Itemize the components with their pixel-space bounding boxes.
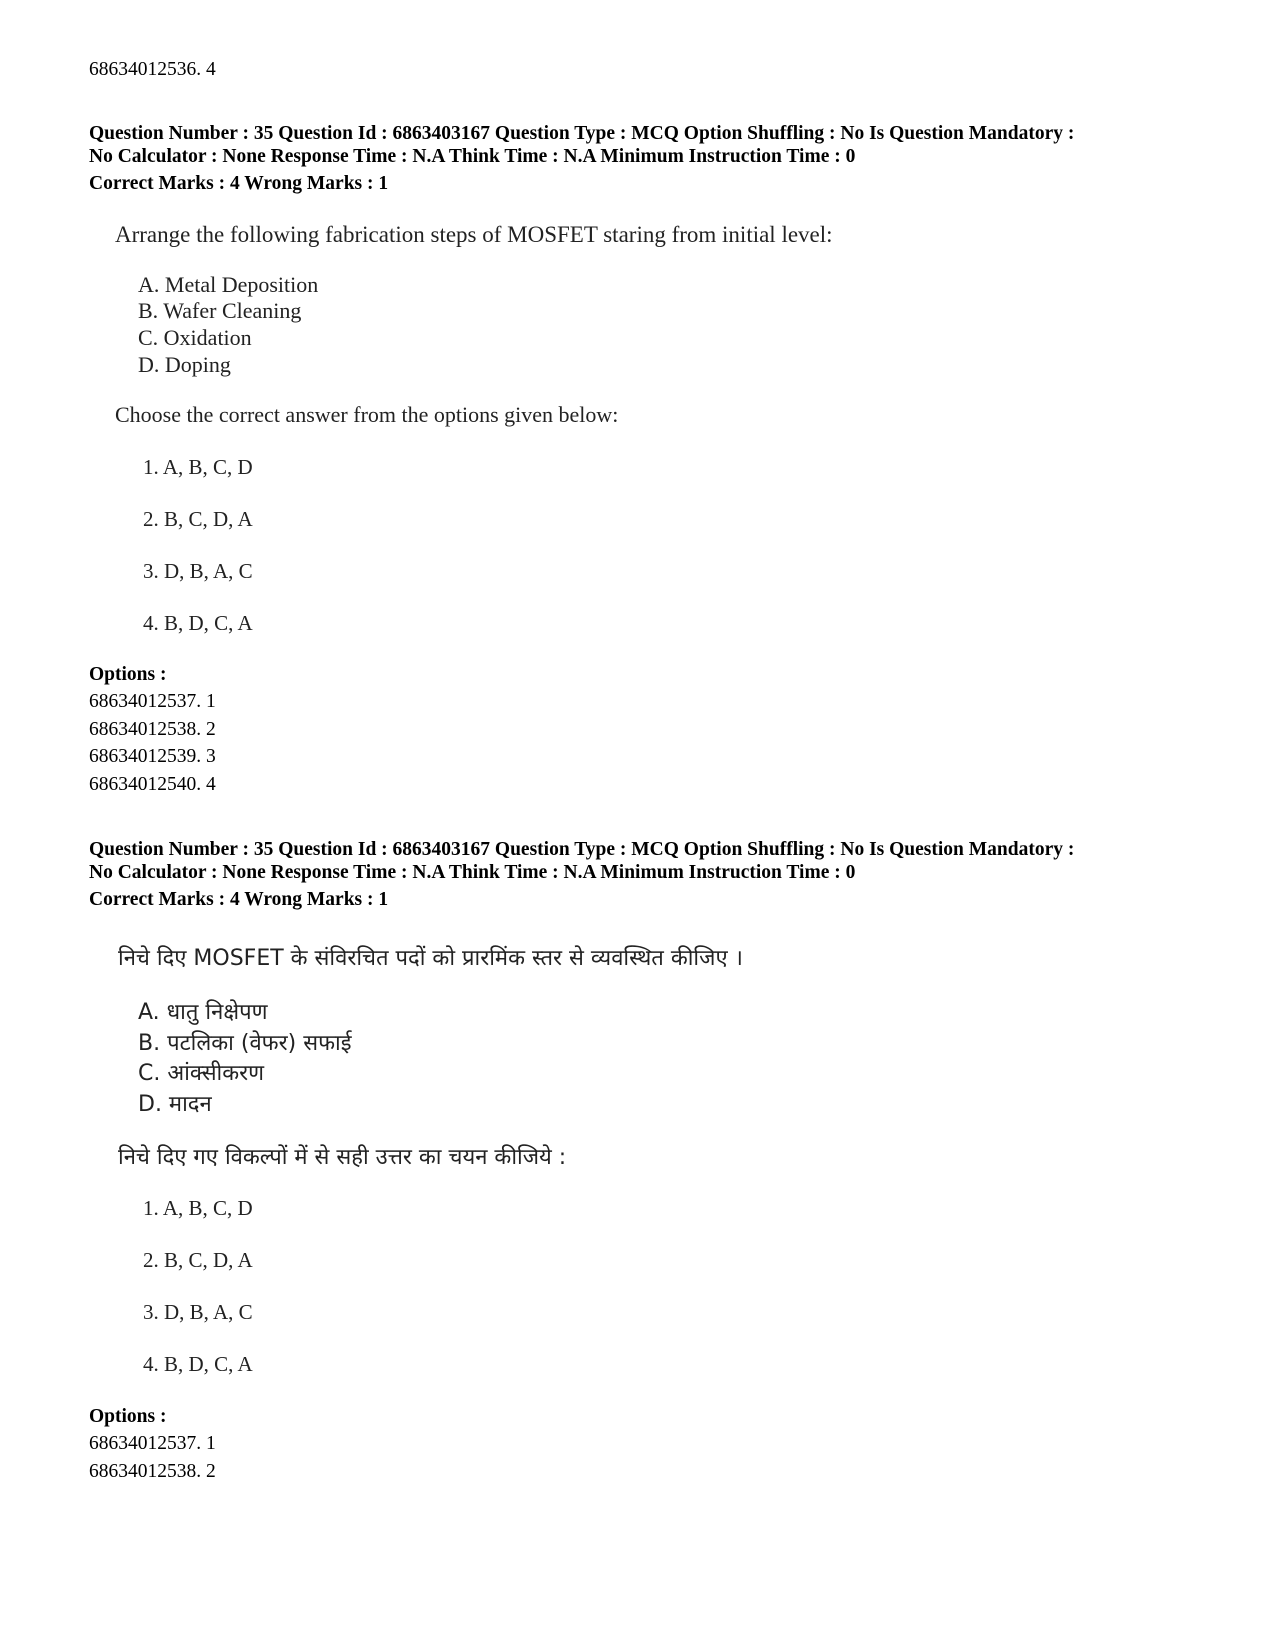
option-line: 68634012537. 1 bbox=[89, 1433, 216, 1454]
question-item: C. Oxidation bbox=[138, 325, 252, 350]
options-label: Options : bbox=[89, 1406, 167, 1427]
option-line: 68634012540. 4 bbox=[89, 774, 216, 795]
answer-choice: 1. A, B, C, D bbox=[143, 455, 253, 479]
question-stem: Arrange the following fabrication steps of MOSFET staring from initial level: bbox=[115, 222, 833, 247]
options-label: Options : bbox=[89, 664, 167, 685]
question-stem: निचे दिए MOSFET के संविरचित पदों को प्रारमिंक स्तर से व्यवस्थित कीजिए । bbox=[118, 946, 743, 971]
question-instruction: Choose the correct answer from the options given below: bbox=[115, 402, 619, 427]
question-item: D. मादन bbox=[138, 1092, 212, 1117]
question-meta-line-2: No Calculator : None Response Time : N.A Think Time : N.A Minimum Instruction Time : 0 bbox=[89, 862, 856, 883]
answer-choice: 1. A, B, C, D bbox=[143, 1196, 253, 1220]
answer-choice: 2. B, C, D, A bbox=[143, 1248, 253, 1272]
question-instruction: निचे दिए गए विकल्पों में से सही उत्तर का चयन कीजिये : bbox=[118, 1145, 567, 1170]
question-meta-line-1: Question Number : 35 Question Id : 6863403167 Question Type : MCQ Option Shuffling : No Is Question Mandatory : bbox=[89, 839, 1075, 860]
option-line: 68634012537. 1 bbox=[89, 691, 216, 712]
marks-line: Correct Marks : 4 Wrong Marks : 1 bbox=[89, 173, 389, 194]
answer-choice: 3. D, B, A, C bbox=[143, 1300, 253, 1324]
option-line: 68634012538. 2 bbox=[89, 719, 216, 740]
answer-choice: 4. B, D, C, A bbox=[143, 1352, 253, 1376]
previous-option-line: 68634012536. 4 bbox=[89, 59, 216, 80]
question-item: A. धातु निक्षेपण bbox=[138, 1000, 268, 1025]
question-item: A. Metal Deposition bbox=[138, 272, 319, 297]
option-line: 68634012538. 2 bbox=[89, 1461, 216, 1482]
question-item: B. Wafer Cleaning bbox=[138, 298, 302, 323]
question-item: C. आंक्सीकरण bbox=[138, 1061, 265, 1086]
marks-line: Correct Marks : 4 Wrong Marks : 1 bbox=[89, 889, 389, 910]
answer-choice: 2. B, C, D, A bbox=[143, 507, 253, 531]
question-meta-line-1: Question Number : 35 Question Id : 6863403167 Question Type : MCQ Option Shuffling : No Is Question Mandatory : bbox=[89, 123, 1075, 144]
question-item: B. पटलिका (वेफर) सफाई bbox=[138, 1031, 352, 1056]
question-item: D. Doping bbox=[138, 352, 231, 377]
answer-choice: 3. D, B, A, C bbox=[143, 559, 253, 583]
question-meta-line-2: No Calculator : None Response Time : N.A Think Time : N.A Minimum Instruction Time : 0 bbox=[89, 146, 856, 167]
option-line: 68634012539. 3 bbox=[89, 746, 216, 767]
answer-choice: 4. B, D, C, A bbox=[143, 611, 253, 635]
